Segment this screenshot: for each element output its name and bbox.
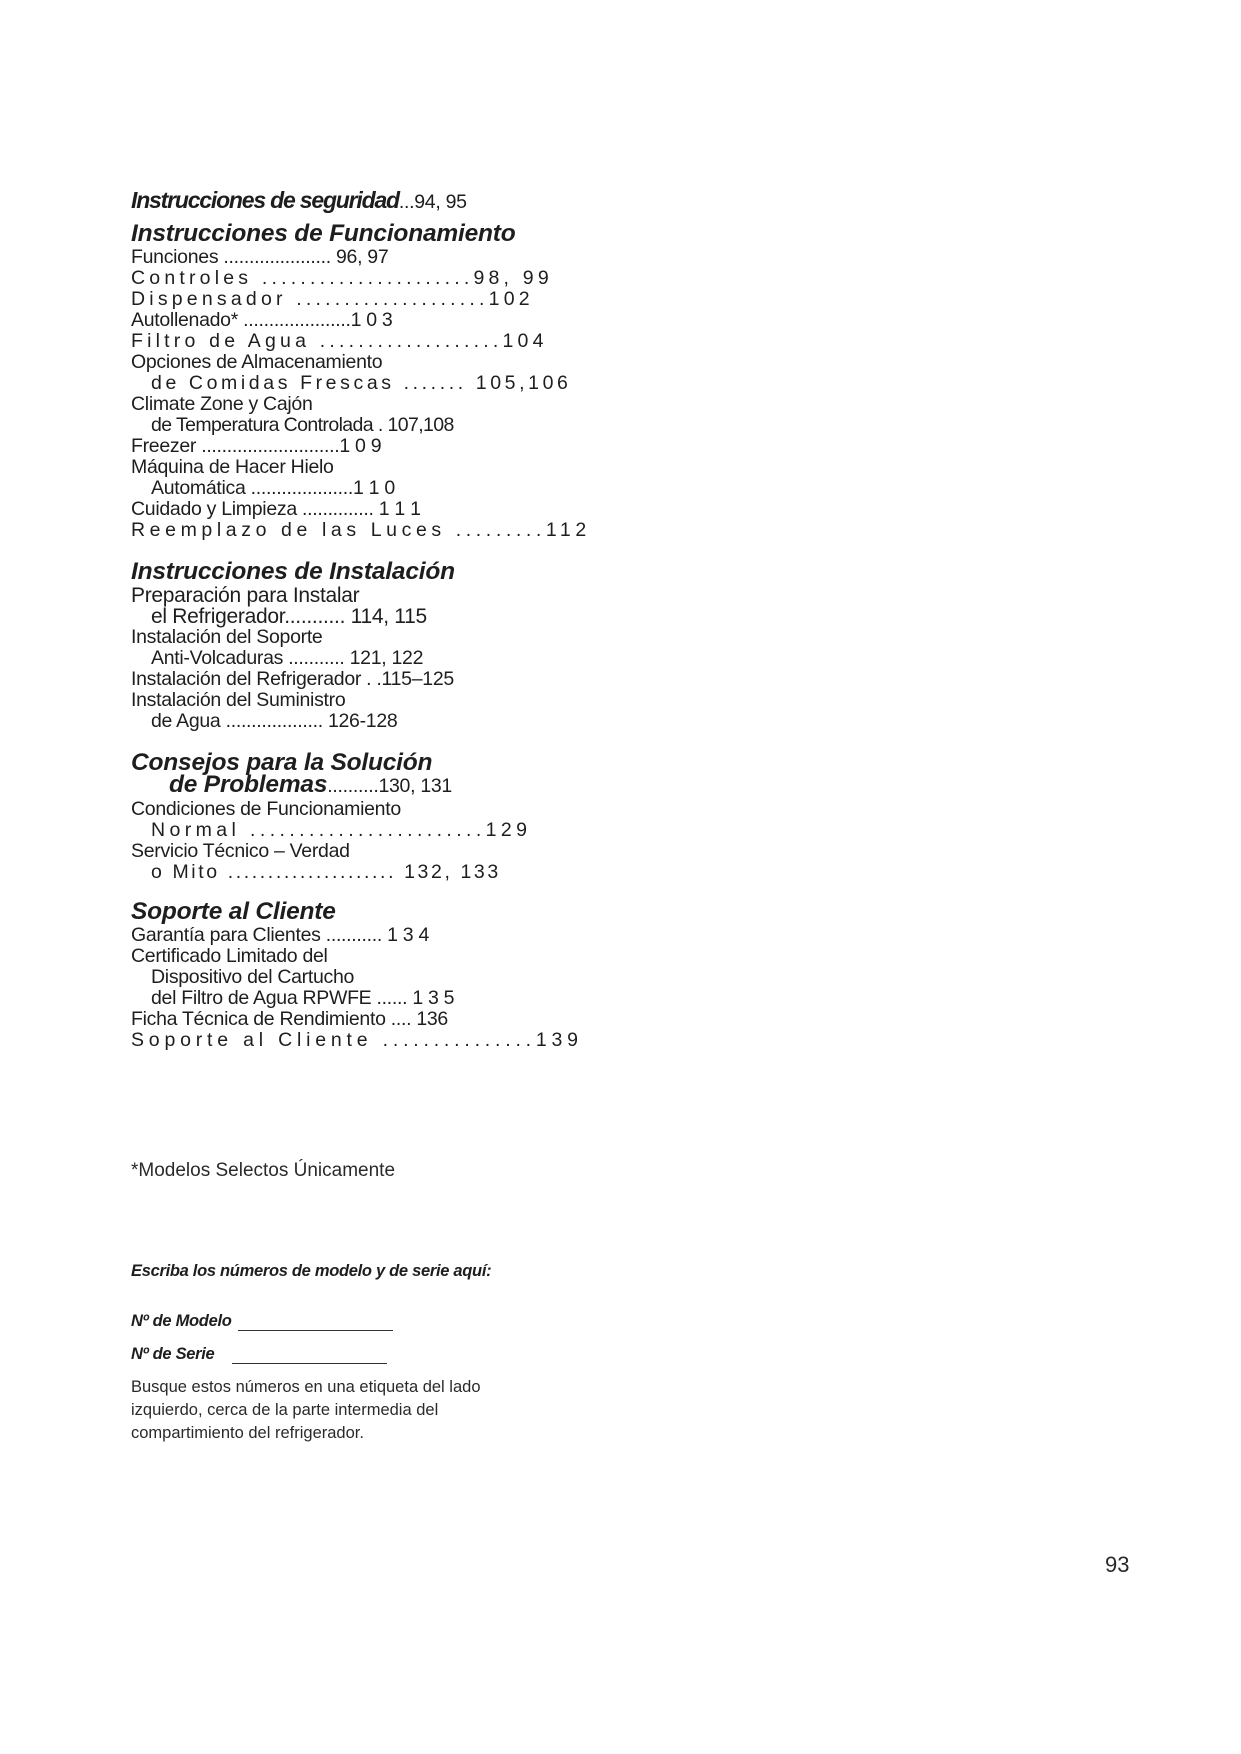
serial-number-field[interactable] bbox=[232, 1345, 387, 1364]
toc-entry[interactable]: Autollenado* .....................1 0 3 bbox=[131, 309, 393, 331]
toc-section-troubleshooting-title[interactable]: Consejos para la Solución bbox=[131, 749, 433, 776]
toc-entry[interactable]: el Refrigerador........... 114, 115 bbox=[151, 605, 427, 628]
toc-section-safety[interactable] bbox=[131, 187, 751, 215]
operating-entries bbox=[131, 247, 751, 541]
model-number-label: Nº de Modelo bbox=[131, 1312, 232, 1330]
installation-entries bbox=[131, 585, 751, 732]
toc-entry[interactable]: Instalación del Suministro bbox=[131, 689, 346, 711]
model-serial-form bbox=[131, 1262, 551, 1445]
form-note: Busque estos números en una etiqueta del lado izquierdo, cerca de la parte intermedia del compartimiento del refrigerador. bbox=[131, 1378, 481, 1442]
page-number: 93 bbox=[1105, 1552, 1130, 1577]
toc-section-installation-title[interactable]: Instrucciones de Instalación bbox=[131, 558, 455, 585]
toc-entry[interactable]: Automática ....................1 1 0 bbox=[151, 477, 395, 499]
toc-entry[interactable]: Preparación para Instalar bbox=[131, 584, 360, 607]
toc-entry[interactable]: Filtro de Agua ...................104 bbox=[131, 330, 548, 352]
toc-section-operating-title[interactable]: Instrucciones de Funcionamiento bbox=[131, 220, 516, 247]
safety-pages: 94, 95 bbox=[414, 191, 467, 213]
toc-entry[interactable]: Normal ........................129 bbox=[151, 819, 532, 841]
troubleshooting-entries bbox=[131, 799, 751, 883]
toc-entry[interactable]: Máquina de Hacer Hielo bbox=[131, 456, 334, 478]
serial-number-label: Nº de Serie bbox=[131, 1345, 215, 1363]
toc-entry[interactable]: Freezer ...........................1 0 9 bbox=[131, 435, 382, 457]
form-heading: Escriba los números de modelo y de serie aquí: bbox=[131, 1262, 492, 1280]
toc-entry[interactable]: Reemplazo de las Luces .........112 bbox=[131, 519, 591, 541]
toc-entry[interactable]: del Filtro de Agua RPWFE ...... 1 3 5 bbox=[151, 987, 455, 1009]
toc-entry[interactable]: Certificado Limitado del bbox=[131, 945, 328, 967]
footnote: *Modelos Selectos Únicamente bbox=[131, 1160, 396, 1181]
toc-entry[interactable]: o Mito ..................... 132, 133 bbox=[151, 861, 501, 883]
safety-title: Instrucciones de seguridad bbox=[131, 187, 399, 213]
toc-entry[interactable]: de Agua ................... 126-128 bbox=[151, 710, 398, 732]
toc-section-troubleshooting-line2[interactable] bbox=[131, 772, 751, 799]
toc-entry[interactable]: Dispensador ....................102 bbox=[131, 288, 534, 310]
toc-entry[interactable]: Ficha Técnica de Rendimiento .... 136 bbox=[131, 1008, 448, 1030]
toc-entry[interactable]: Cuidado y Limpieza .............. 1 1 1 bbox=[131, 498, 421, 520]
toc-entry[interactable]: Anti-Volcaduras ........... 121, 122 bbox=[151, 647, 424, 669]
toc-entry[interactable]: Climate Zone y Cajón bbox=[131, 393, 313, 415]
support-entries bbox=[131, 925, 751, 1051]
toc-entry[interactable]: Condiciones de Funcionamiento bbox=[131, 798, 401, 820]
toc-entry[interactable]: de Comidas Frescas ....... 105,106 bbox=[151, 372, 572, 394]
toc-entry[interactable]: Garantía para Clientes ........... 1 3 4 bbox=[131, 924, 429, 946]
troubleshooting-dots: .......... bbox=[327, 775, 379, 797]
model-number-row bbox=[131, 1298, 551, 1331]
troubleshooting-pages: 130, 131 bbox=[378, 775, 452, 797]
toc-entry[interactable]: Instalación del Soporte bbox=[131, 626, 323, 648]
toc-entry[interactable]: Opciones de Almacenamiento bbox=[131, 351, 383, 373]
toc-entry[interactable]: Funciones ..................... 96, 97 bbox=[131, 246, 389, 268]
toc-entry[interactable]: Servicio Técnico – Verdad bbox=[131, 840, 350, 862]
serial-number-row bbox=[131, 1331, 551, 1364]
table-of-contents bbox=[131, 187, 751, 1051]
toc-entry[interactable]: Controles ......................98, 99 bbox=[131, 267, 553, 289]
troubleshooting-title-2: de Problemas bbox=[169, 771, 328, 798]
toc-entry[interactable]: Soporte al Cliente ...............139 bbox=[131, 1029, 583, 1051]
safety-dots: ... bbox=[398, 191, 415, 213]
toc-entry[interactable]: Dispositivo del Cartucho bbox=[151, 966, 355, 988]
toc-entry[interactable]: Instalación del Refrigerador . .115–125 bbox=[131, 668, 454, 690]
model-number-field[interactable] bbox=[238, 1312, 393, 1331]
toc-section-support-title[interactable]: Soporte al Cliente bbox=[131, 898, 336, 925]
toc-entry[interactable]: de Temperatura Controlada . 107,108 bbox=[151, 414, 454, 436]
